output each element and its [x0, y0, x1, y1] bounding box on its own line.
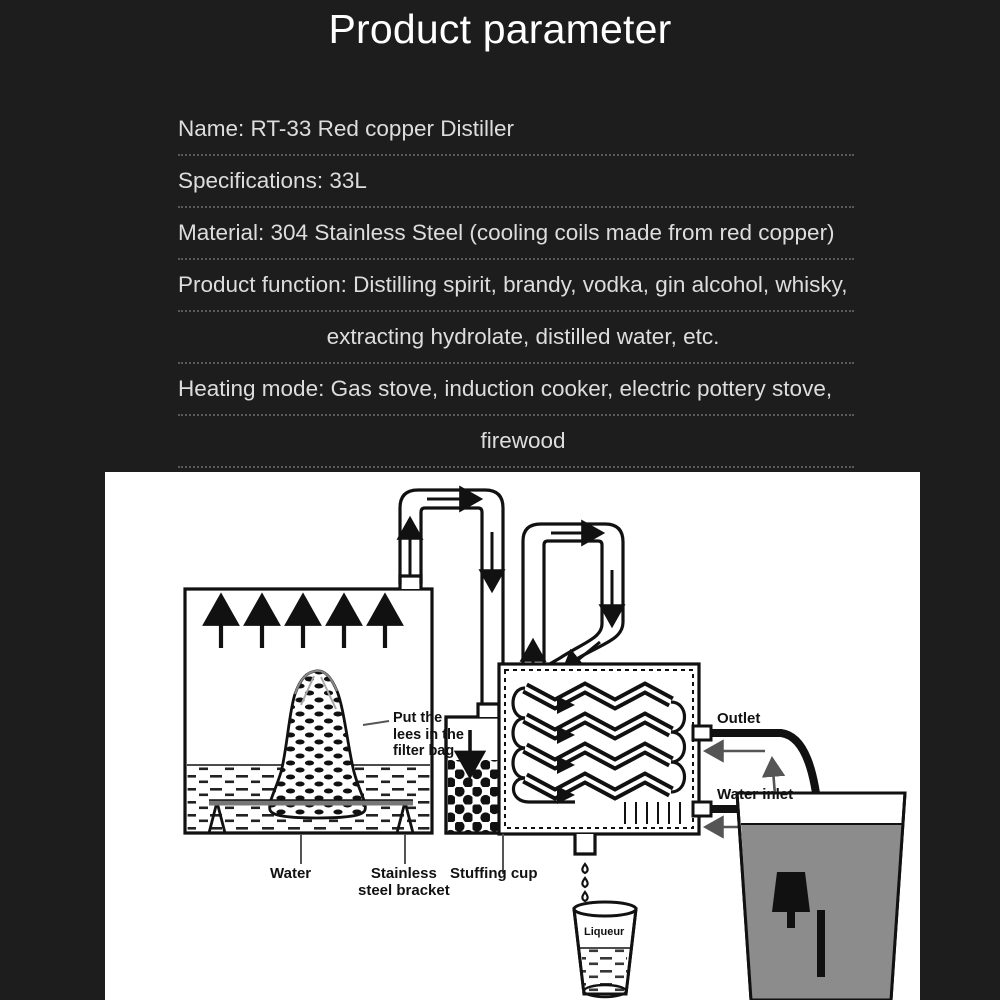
outlet-label: Outlet — [717, 710, 761, 727]
spec-row-product-function — [178, 260, 854, 312]
filter-bag-label: Put the lees in the filter bag — [393, 710, 464, 759]
water-label: Water — [270, 865, 312, 882]
liqueur-label: Liqueur — [584, 926, 625, 938]
spec-text: extracting hydrolate, distilled water, etc. — [326, 324, 720, 349]
distiller-diagram-panel — [105, 472, 920, 1000]
stuffing-cup-label: Stuffing cup — [450, 865, 538, 882]
spec-row-material — [178, 208, 854, 260]
distiller-diagram-svg — [105, 472, 920, 1000]
spec-row-product-function-cont — [178, 312, 854, 364]
spec-list — [178, 104, 854, 468]
bracket-label: Stainless steel bracket — [358, 865, 450, 899]
spec-text: Material: 304 Stainless Steel (cooling coils made from red copper) — [178, 220, 835, 245]
flow-arrow-diag — [573, 642, 600, 664]
spec-row-specifications — [178, 156, 854, 208]
spec-text: Heating mode: Gas stove, induction cooker, electric pottery stove, — [178, 376, 833, 401]
spec-text: firewood — [480, 428, 566, 453]
spec-row-name — [178, 104, 854, 156]
spec-text: Specifications: 33L — [178, 168, 367, 193]
condenser-box — [499, 664, 699, 854]
spec-row-heating-mode-cont — [178, 416, 854, 468]
page-title: Product parameter — [328, 6, 672, 52]
spec-text: Product function: Distilling spirit, brandy, vodka, gin alcohol, whisky, — [178, 272, 848, 297]
water-inlet-label: Water inlet — [717, 786, 794, 803]
spec-row-heating-mode — [178, 364, 854, 416]
spec-text: Name: RT-33 Red copper Distiller — [178, 116, 514, 141]
